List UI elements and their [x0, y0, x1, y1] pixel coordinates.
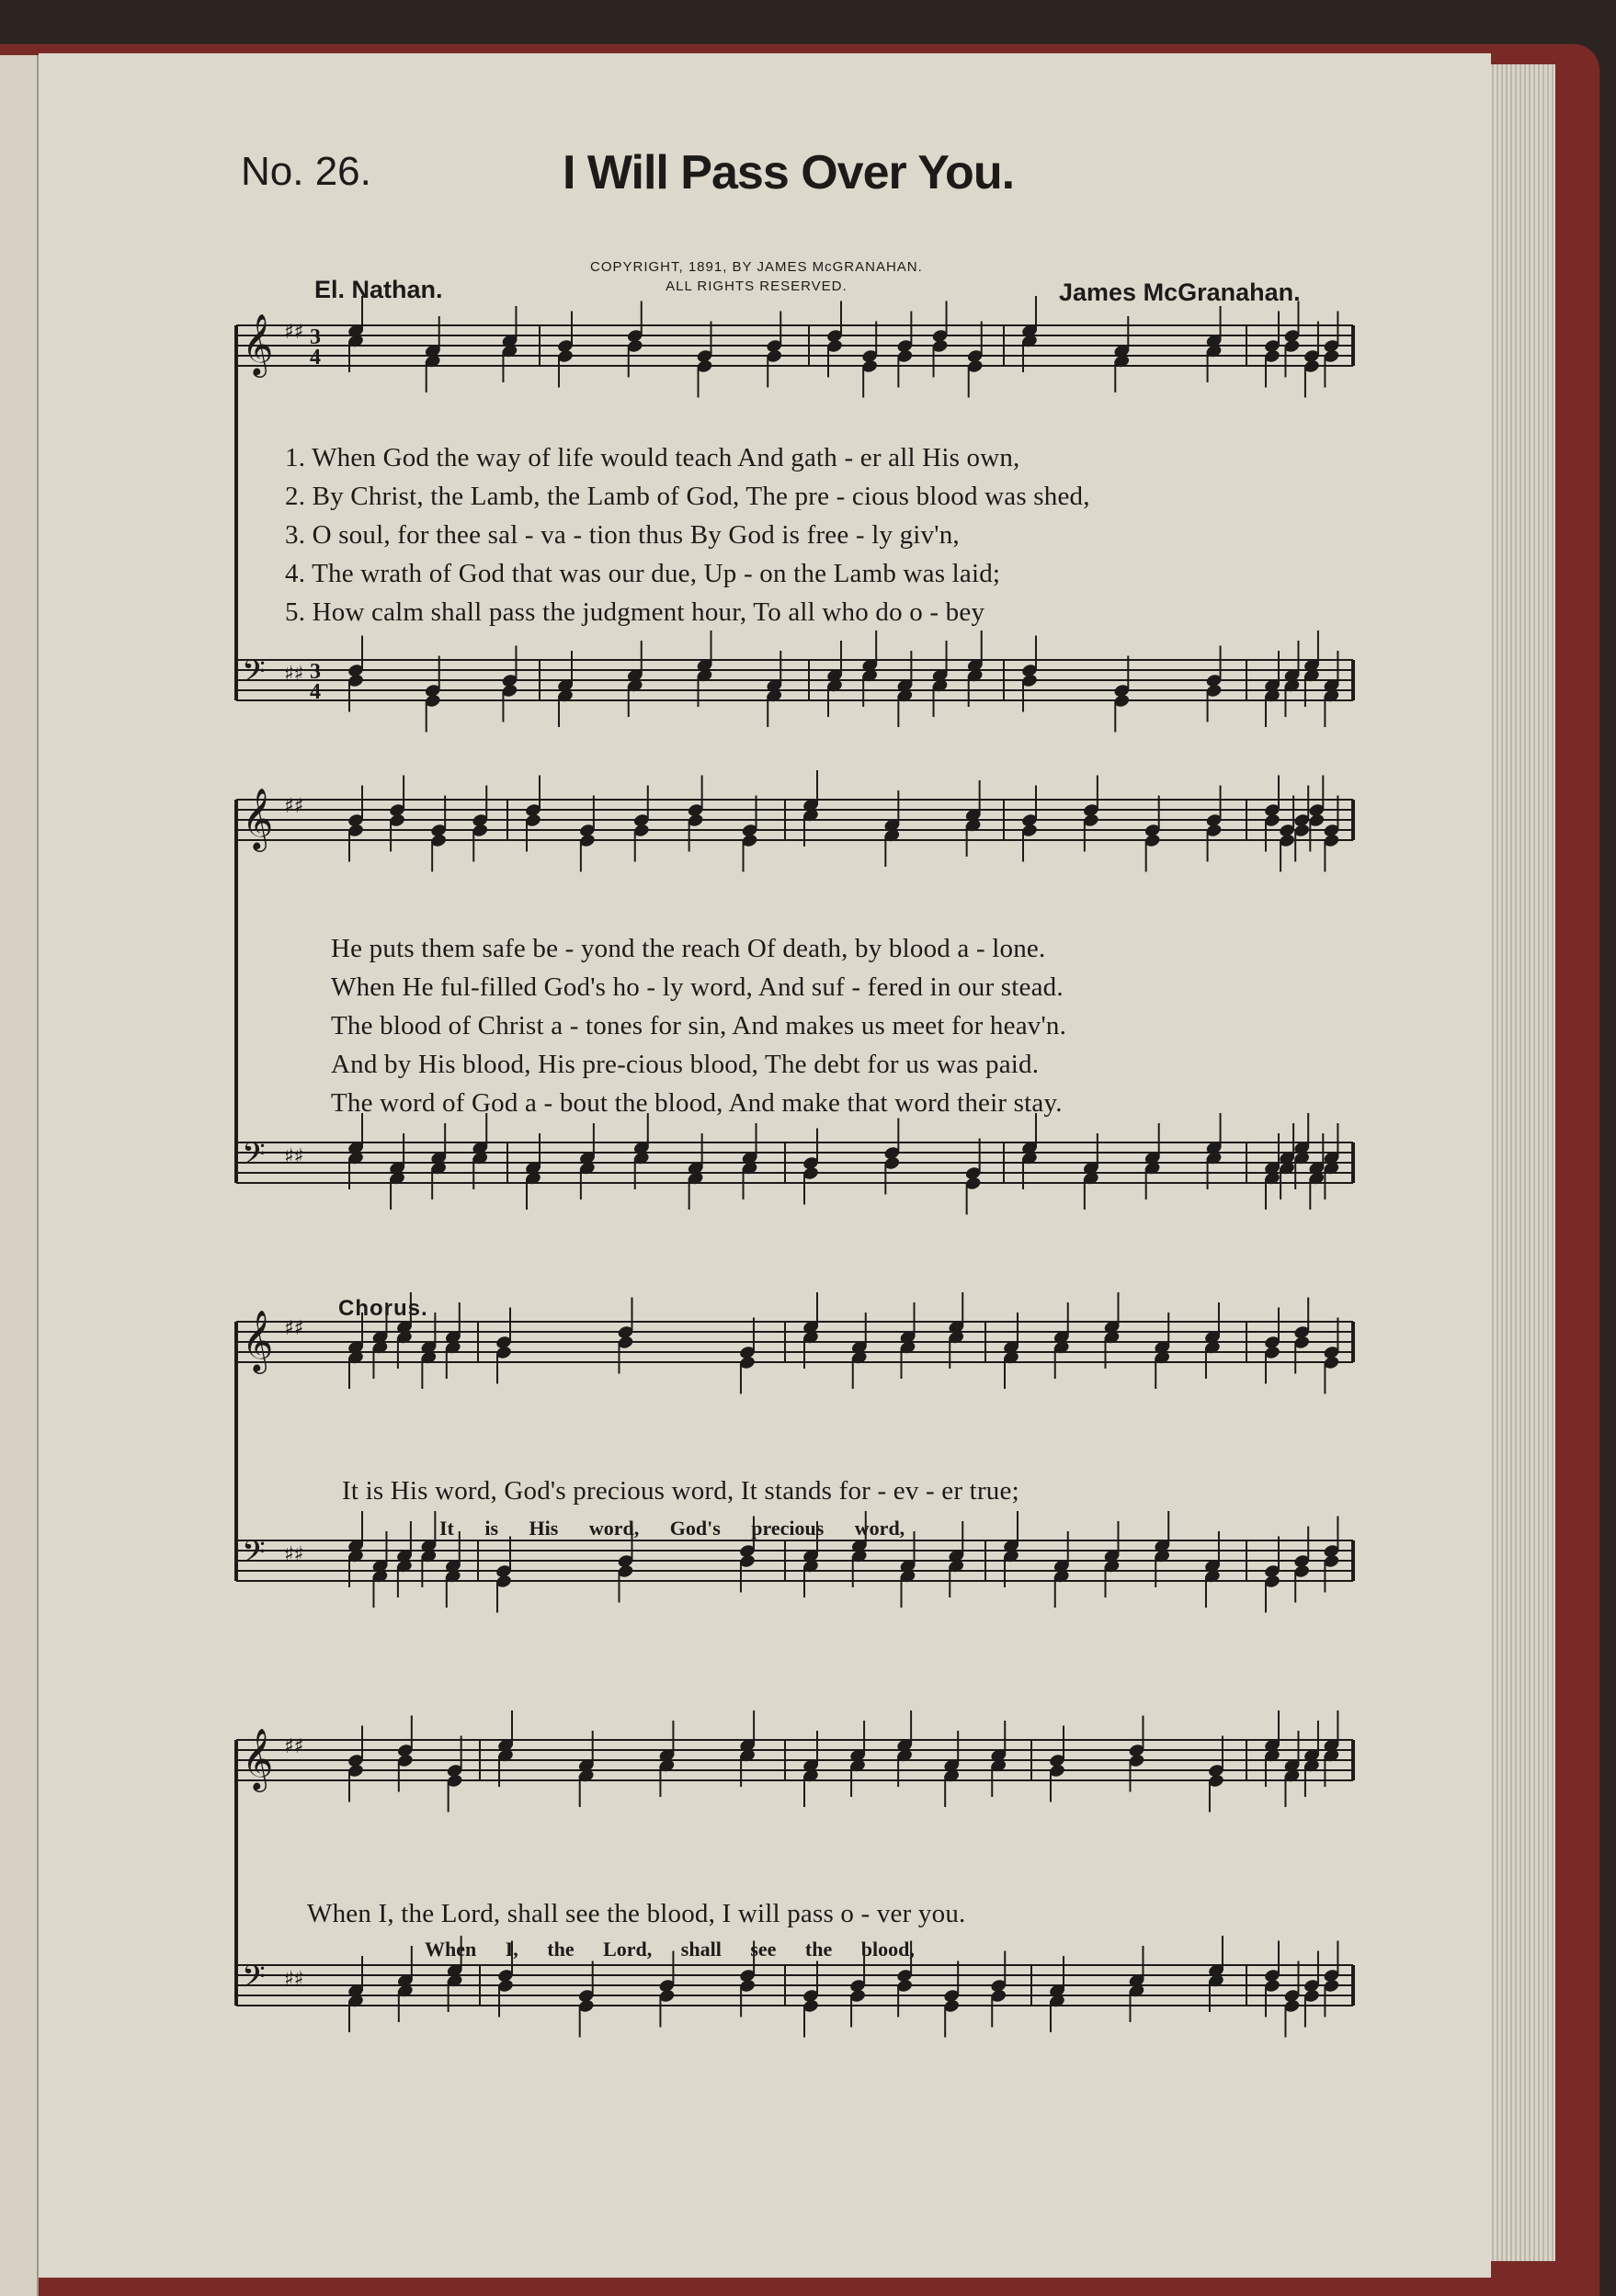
chorus-line-1: It is His word, God's precious word, It stands for - ev - er true;: [342, 1476, 1019, 1506]
time-signature-top: 3: [310, 660, 321, 684]
chorus-line-2: When I, the Lord, shall see the blood, I will pass o - ver you.: [307, 1899, 966, 1928]
composer: James McGranahan.: [1059, 278, 1301, 306]
copyright-line-2: ALL RIGHTS RESERVED.: [666, 278, 848, 294]
time-signature-bottom: 4: [310, 346, 321, 369]
key-signature: ♯♯: [284, 1543, 304, 1566]
key-signature: ♯♯: [284, 1317, 304, 1340]
key-signature: ♯♯: [284, 1735, 304, 1758]
verse-2-line-b: When He ful-filled God's ho - ly word, And suf - fered in our stead.: [331, 972, 1064, 1002]
key-signature: ♯♯: [284, 1145, 304, 1168]
time-signature-bottom: 4: [310, 680, 321, 704]
chorus-label: Chorus.: [338, 1296, 428, 1321]
bass-clef: 𝄢: [242, 1960, 266, 2002]
time-signature-top: 3: [310, 325, 321, 349]
bass-clef: 𝄢: [242, 1535, 266, 1577]
key-signature: ♯♯: [284, 321, 304, 344]
chorus-line-2-echo: When I, the Lord, shall see the blood,: [425, 1938, 915, 1961]
treble-clef: 𝄞: [242, 1309, 274, 1371]
hymn-number: No. 26.: [241, 149, 371, 194]
bass-clef: 𝄢: [242, 654, 266, 697]
copyright-line-1: COPYRIGHT, 1891, BY JAMES McGRANAHAN.: [590, 259, 923, 275]
verse-5-line-b: The word of God a - bout the blood, And make that word their stay.: [331, 1088, 1063, 1118]
hymn-title: I Will Pass Over You.: [563, 146, 1015, 199]
verse-4-line-b: And by His blood, His pre-cious blood, The debt for us was paid.: [331, 1050, 1040, 1079]
verse-3-line-a: 3. O soul, for thee sal - va - tion thus By God is free - ly giv'n,: [285, 520, 960, 550]
verse-1-line-b: He puts them safe be - yond the reach Of death, by blood a - lone.: [331, 934, 1046, 963]
hymn-page: [39, 53, 1491, 2278]
chorus-line-1-echo: It is His word, God's precious word,: [439, 1517, 905, 1540]
key-signature: ♯♯: [284, 1968, 304, 1991]
verse-2-line-a: 2. By Christ, the Lamb, the Lamb of God, The pre - cious blood was shed,: [285, 482, 1090, 511]
bass-clef: 𝄢: [242, 1137, 266, 1179]
verse-4-line-a: 4. The wrath of God that was our due, Up - on the Lamb was laid;: [285, 559, 1001, 588]
verse-1-line-a: 1. When God the way of life would teach And gath - er all His own,: [285, 443, 1020, 472]
key-signature: ♯♯: [284, 663, 304, 686]
verse-3-line-b: The blood of Christ a - tones for sin, And makes us meet for heav'n.: [331, 1011, 1067, 1040]
page-edges: [1480, 64, 1555, 2261]
key-signature: ♯♯: [284, 795, 304, 818]
treble-clef: 𝄞: [242, 787, 274, 849]
verse-5-line-a: 5. How calm shall pass the judgment hour, To all who do o - bey: [285, 597, 985, 627]
treble-clef: 𝄞: [242, 313, 274, 375]
author: El. Nathan.: [314, 276, 443, 303]
facing-page-edge: [0, 55, 39, 2296]
treble-clef: 𝄞: [242, 1727, 274, 1790]
